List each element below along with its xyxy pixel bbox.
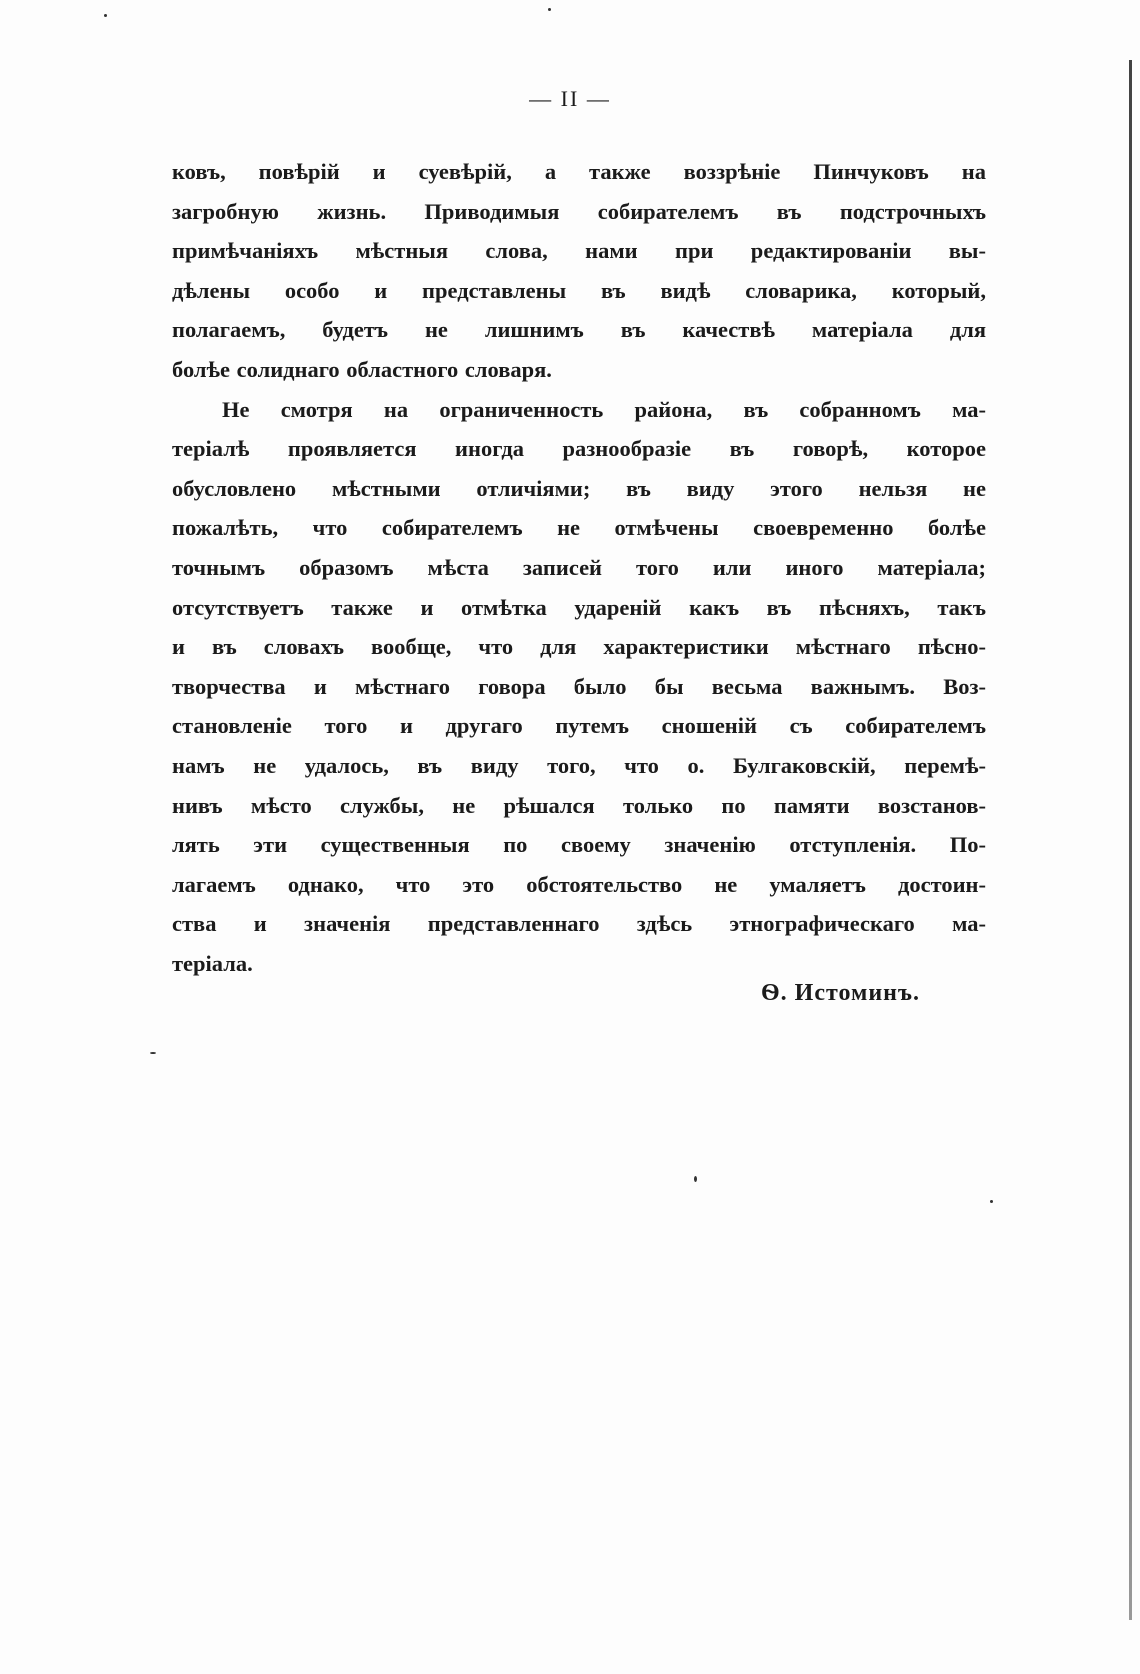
text-line: теріала. xyxy=(172,950,253,976)
text-line: полагаемъ, будетъ не лишнимъ въ качествѣ матеріала для xyxy=(172,317,986,343)
text-line: лять эти существенныя по своему значенію отступленія. По- xyxy=(172,832,986,858)
scan-speck xyxy=(150,1052,156,1054)
text-line: обусловлено мѣстными отличіями; въ виду этого нельзя не xyxy=(172,475,986,501)
text-line: примѣчаніяхъ мѣстныя слова, нами при редактированіи вы- xyxy=(172,238,986,264)
text-line: ковъ, повѣрій и суевѣрій, а также воззрѣніе Пинчуковъ на xyxy=(172,159,986,184)
scan-speck xyxy=(694,1176,697,1182)
text-line: точнымъ образомъ мѣста записей того или иного матеріала; xyxy=(172,554,986,580)
text-line: творчества и мѣстнаго говора было бы весьма важнымъ. Воз- xyxy=(172,673,986,699)
scan-speck xyxy=(548,8,551,11)
text-line: загробную жизнь. Приводимыя собирателемъ въ подстрочныхъ xyxy=(172,198,986,224)
text-line: болѣе солиднаго областного словаря. xyxy=(172,356,552,382)
text-line: лагаемъ однако, что это обстоятельство не умаляетъ достоин- xyxy=(172,871,986,897)
text-line: теріалѣ проявляется иногда разнообразіе въ говорѣ, которое xyxy=(172,436,986,462)
body-text xyxy=(172,152,986,983)
scan-speck xyxy=(104,14,107,17)
text-line: Не смотря на ограниченность района, въ собранномъ ма- xyxy=(222,396,986,422)
text-line: дѣлены особо и представлены въ видѣ словарика, который, xyxy=(172,277,986,303)
page-number: — II — xyxy=(529,86,611,111)
text-line: пожалѣть, что собирателемъ не отмѣчены своевременно болѣе xyxy=(172,515,986,541)
text-line: отсутствуетъ также и отмѣтка удареній какъ въ пѣсняхъ, такъ xyxy=(172,594,986,620)
scan-speck xyxy=(990,1200,993,1203)
text-line: становленіе того и другаго путемъ сношеній съ собирателемъ xyxy=(172,713,986,739)
text-line: ства и значенія представленнаго здѣсь этнографическаго ма- xyxy=(172,911,986,937)
author-signature: Ѳ. Истоминъ. xyxy=(761,980,920,1006)
text-line: нивъ мѣсто службы, не рѣшался только по памяти возстанов- xyxy=(172,792,986,818)
page-edge-shadow xyxy=(1129,60,1132,1620)
text-line: и въ словахъ вообще, что для характеристики мѣстнаго пѣсно- xyxy=(172,634,986,660)
text-line: намъ не удалось, въ виду того, что о. Булгаковскій, перемѣ- xyxy=(172,752,986,778)
